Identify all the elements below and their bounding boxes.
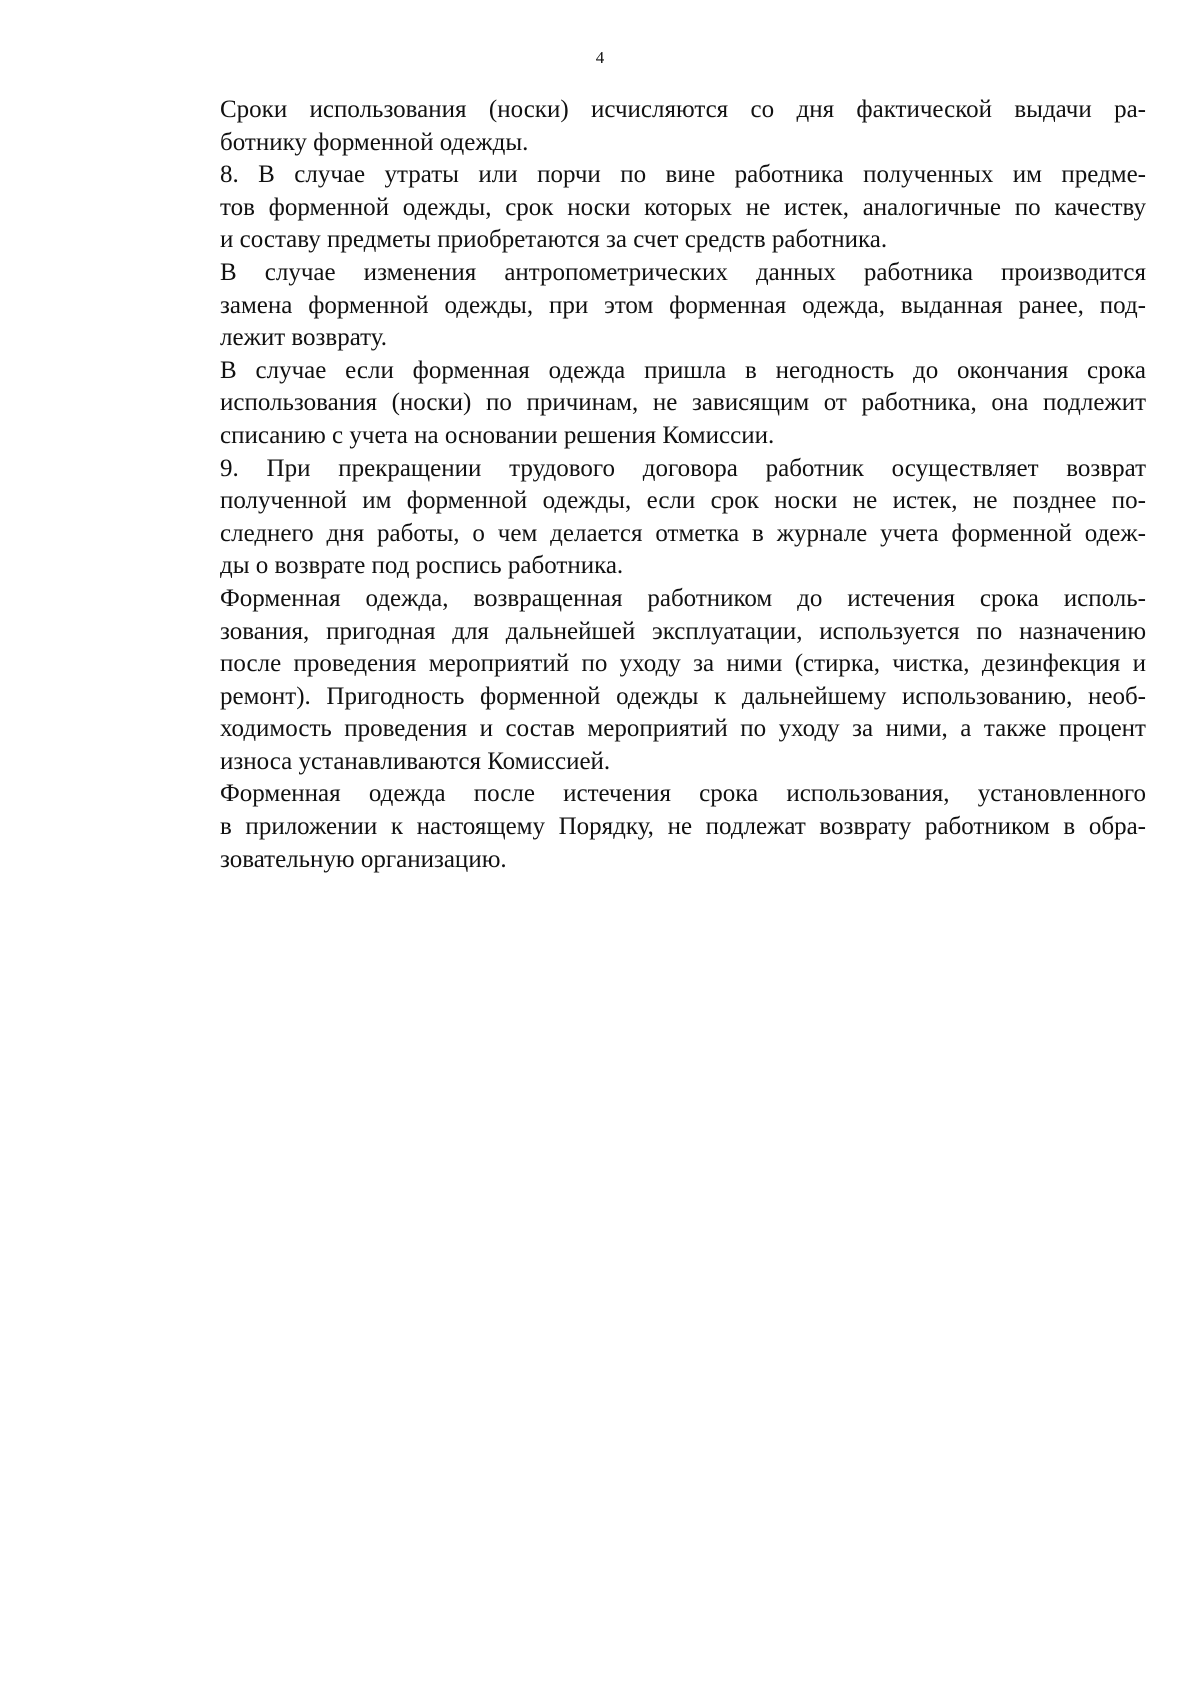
text-line: после проведения мероприятий по уходу за ними (стирка, чистка, дезинфекция и: [220, 650, 1146, 678]
text-line: 9. При прекращении трудового договора работник осуществляет возврат: [220, 454, 1146, 482]
text-line: Форменная одежда после истечения срока использования, установленного: [220, 780, 1146, 808]
text-line: полученной им форменной одежды, если срок носки не истек, не позднее по-: [220, 487, 1146, 515]
text-line: зования, пригодная для дальнейшей эксплуатации, используется по назначению: [220, 617, 1146, 645]
text-line: лежит возврату.: [220, 324, 388, 352]
text-line: ремонт). Пригодность форменной одежды к дальнейшему использованию, необ-: [220, 682, 1146, 710]
paragraph: [146, 453, 1146, 583]
text-line: 8. В случае утраты или порчи по вине работника полученных им предме-: [220, 161, 1146, 189]
text-line: В случае если форменная одежда пришла в негодность до окончания срока: [220, 356, 1146, 384]
text-line: ды о возврате под роспись работника.: [220, 552, 624, 580]
text-line: следнего дня работы, о чем делается отметка в журнале учета форменной одеж-: [220, 519, 1146, 547]
text-line: зовательную организацию.: [220, 845, 507, 873]
paragraph: [146, 159, 1146, 257]
text-line: износа устанавливаются Комиссией.: [220, 747, 611, 775]
text-line: ботнику форменной одежды.: [220, 128, 529, 156]
text-line: и составу предметы приобретаются за счет средств работника.: [220, 226, 888, 254]
text-line: В случае изменения антропометрических данных работника производится: [220, 258, 1146, 286]
document-body: [146, 94, 1146, 876]
text-line: ходимость проведения и состав мероприятий по уходу за ними, а также процент: [220, 715, 1146, 743]
text-line: замена форменной одежды, при этом форменная одежда, выданная ранее, под-: [220, 291, 1146, 319]
paragraph: [146, 778, 1146, 876]
text-line: списанию с учета на основании решения Комиссии.: [220, 421, 775, 449]
paragraph: [146, 355, 1146, 453]
paragraph: [146, 94, 1146, 159]
text-line: использования (носки) по причинам, не зависящим от работника, она подлежит: [220, 389, 1146, 417]
text-line: Форменная одежда, возвращенная работником до истечения срока исполь-: [220, 584, 1146, 612]
paragraph: [146, 257, 1146, 355]
page-number: 4: [595, 48, 605, 67]
text-line: в приложении к настоящему Порядку, не подлежат возврату работником в обра-: [220, 813, 1146, 841]
paragraph: [146, 583, 1146, 779]
text-line: Сроки использования (носки) исчисляются со дня фактической выдачи ра-: [220, 96, 1146, 123]
text-line: тов форменной одежды, срок носки которых не истек, аналогичные по качеству: [220, 193, 1146, 221]
